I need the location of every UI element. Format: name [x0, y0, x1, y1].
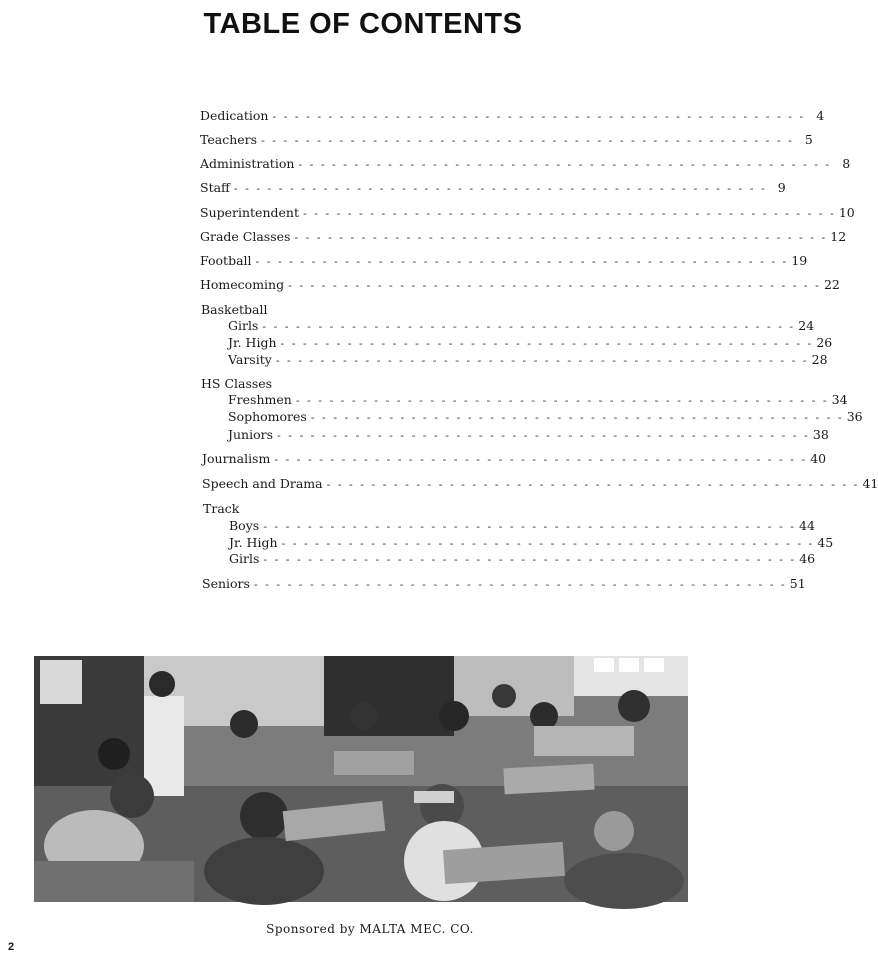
toc-label: Journalism [202, 451, 271, 466]
toc-page-number: 40 [810, 451, 827, 466]
toc-entry-basketball-varsity[interactable] [228, 352, 828, 368]
dot-leader: - - - - - - - - - - - - - - - - - - - - - - - - - - - - - - - - - - - - - - - - - - - - - - - - [233, 182, 767, 195]
toc-label: Dedication [200, 108, 269, 123]
toc-entry-administration[interactable] [200, 156, 851, 172]
toc-entry-track-jr-high[interactable] [229, 535, 834, 551]
toc-label: Teachers [200, 132, 258, 147]
toc-entry-staff[interactable] [200, 180, 786, 196]
toc-page-number: 5 [804, 132, 813, 147]
toc-section-heading-hs-classes: HS Classes [201, 376, 273, 391]
toc-entry-basketball-girls[interactable] [228, 318, 815, 334]
toc-page-number: 4 [816, 108, 825, 123]
dot-leader: - - - - - - - - - - - - - - - - - - - - - - - - - - - - - - - - - - - - - - - - - - - - - - - - [302, 207, 836, 220]
page-title: TABLE OF CONTENTS [203, 8, 523, 40]
dot-leader: - - - - - - - - - - - - - - - - - - - - - - - - - - - - - - - - - - - - - - - - - - - - - - - - [281, 537, 815, 550]
toc-page-number: 38 [812, 427, 829, 442]
toc-label: Freshmen [228, 392, 292, 407]
toc-entry-homecoming[interactable] [200, 277, 840, 293]
toc-entry-track-girls[interactable] [229, 551, 816, 567]
toc-label: Juniors [228, 427, 274, 442]
toc-page-number: 46 [799, 551, 816, 566]
toc-label: Administration [200, 156, 295, 171]
toc-page-number: 51 [789, 576, 806, 591]
dot-leader: - - - - - - - - - - - - - - - - - - - - - - - - - - - - - - - - - - - - - - - - - - - - - - - - [288, 279, 821, 292]
toc-label: Grade Classes [200, 229, 291, 244]
toc-section-heading-track: Track [203, 501, 240, 516]
toc-entry-superintendent[interactable] [200, 205, 855, 221]
toc-label: Varsity [228, 352, 272, 367]
dot-leader: - - - - - - - - - - - - - - - - - - - - - - - - - - - - - - - - - - - - - - - - - - - - - - - - [272, 110, 806, 123]
dot-leader: - - - - - - - - - - - - - - - - - - - - - - - - - - - - - - - - - - - - - - - - - - - - - - - - [262, 320, 796, 333]
dot-leader: - - - - - - - - - - - - - - - - - - - - - - - - - - - - - - - - - - - - - - - - - - - - - - - - [298, 158, 832, 171]
toc-entry-grade-classes[interactable] [200, 229, 847, 245]
toc-label: Speech and Drama [202, 476, 323, 491]
toc-page-number: 9 [777, 180, 786, 195]
toc-entry-basketball-jr-high[interactable] [228, 335, 833, 351]
classroom-photo-illustration [34, 656, 688, 902]
dot-leader: - - - - - - - - - - - - - - - - - - - - - - - - - - - - - - - - - - - - - - - - - - - - - - - - [295, 394, 829, 407]
dot-leader: - - - - - - - - - - - - - - - - - - - - - - - - - - - - - - - - - - - - - - - - - - - - - - - - [255, 255, 789, 268]
toc-page-number: 24 [798, 318, 815, 333]
toc-label: Homecoming [200, 277, 285, 292]
toc-label: Jr. High [229, 535, 278, 550]
toc-entry-journalism[interactable] [202, 451, 827, 467]
toc-page-number: 41 [862, 476, 878, 491]
dot-leader: - - - - - - - - - - - - - - - - - - - - - - - - - - - - - - - - - - - - - - - - - - - - - - - - [310, 411, 844, 424]
toc-section-heading-basketball: Basketball [201, 302, 268, 317]
toc-entry-freshmen[interactable] [228, 392, 848, 408]
toc-page-number: 26 [816, 335, 833, 350]
dot-leader: - - - - - - - - - - - - - - - - - - - - - - - - - - - - - - - - - - - - - - - - - - - - - - - - [263, 520, 796, 533]
toc-label: Staff [200, 180, 230, 195]
toc-label: Sophomores [228, 409, 307, 424]
toc-page-number: 44 [799, 518, 815, 533]
toc-page-number: 22 [823, 277, 840, 292]
toc-entry-seniors[interactable] [202, 576, 806, 592]
toc-page-number: 28 [811, 352, 828, 367]
toc-entry-speech-and-drama[interactable] [202, 476, 878, 492]
toc-page-number: 12 [830, 229, 847, 244]
toc-label: Football [200, 253, 252, 268]
dot-leader: - - - - - - - - - - - - - - - - - - - - - - - - - - - - - - - - - - - - - - - - - - - - - - - - [326, 478, 860, 491]
toc-page-number: 19 [791, 253, 808, 268]
toc-page-number: 10 [838, 205, 855, 220]
dot-leader: - - - - - - - - - - - - - - - - - - - - - - - - - - - - - - - - - - - - - - - - - - - - - - - - [253, 578, 787, 591]
dot-leader: - - - - - - - - - - - - - - - - - - - - - - - - - - - - - - - - - - - - - - - - - - - - - - - - [263, 553, 797, 566]
toc-label: Seniors [202, 576, 250, 591]
toc-label: Boys [229, 518, 260, 533]
toc-entry-teachers[interactable] [200, 132, 813, 148]
dot-leader: - - - - - - - - - - - - - - - - - - - - - - - - - - - - - - - - - - - - - - - - - - - - - - - - [280, 337, 814, 350]
page-number: 2 [8, 941, 15, 953]
toc-label: Superintendent [200, 205, 299, 220]
toc-page-number: 45 [817, 535, 834, 550]
toc-entry-football[interactable] [200, 253, 808, 269]
classroom-photo [34, 656, 688, 902]
toc-page-number: 34 [831, 392, 848, 407]
dot-leader: - - - - - - - - - - - - - - - - - - - - - - - - - - - - - - - - - - - - - - - - - - - - - - - - [261, 134, 794, 147]
toc-entry-sophomores[interactable] [228, 409, 863, 425]
toc-entry-dedication[interactable] [200, 108, 825, 124]
dot-leader: - - - - - - - - - - - - - - - - - - - - - - - - - - - - - - - - - - - - - - - - - - - - - - - - [294, 231, 828, 244]
toc-page-number: 8 [842, 156, 851, 171]
toc-label: Jr. High [228, 335, 277, 350]
toc-entry-track-boys[interactable] [229, 518, 815, 534]
toc-label: Girls [228, 318, 259, 333]
dot-leader: - - - - - - - - - - - - - - - - - - - - - - - - - - - - - - - - - - - - - - - - - - - - - - - - [275, 354, 809, 367]
toc-page-number: 36 [846, 409, 863, 424]
dot-leader: - - - - - - - - - - - - - - - - - - - - - - - - - - - - - - - - - - - - - - - - - - - - - - - - [274, 453, 808, 466]
toc-entry-juniors[interactable] [228, 427, 829, 443]
dot-leader: - - - - - - - - - - - - - - - - - - - - - - - - - - - - - - - - - - - - - - - - - - - - - - - - [277, 429, 810, 442]
toc-label: Girls [229, 551, 260, 566]
sponsor-credit: Sponsored by MALTA MEC. CO. [266, 922, 474, 936]
